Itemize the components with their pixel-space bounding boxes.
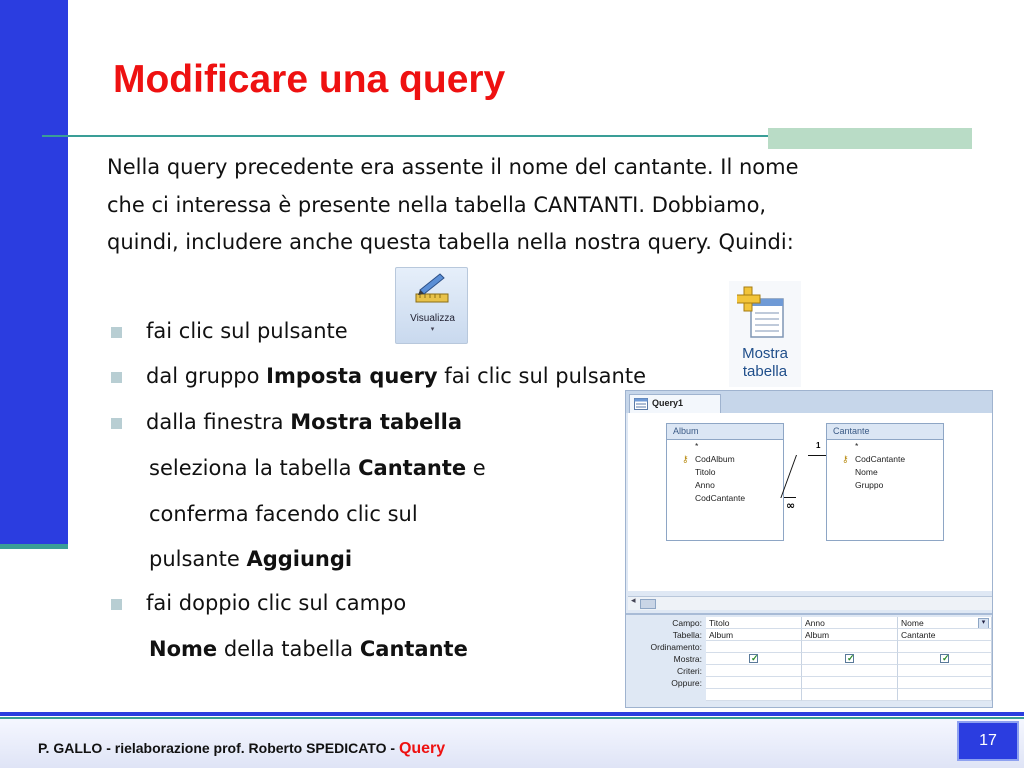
query-design-window — [625, 390, 993, 708]
bullet-4-cont-mid: della tabella — [217, 637, 360, 661]
grid-cell-campo[interactable]: Titolo — [706, 617, 802, 629]
bullet-marker — [111, 327, 122, 338]
table-field[interactable] — [827, 479, 943, 492]
relation-many-label: ∞ — [786, 499, 796, 512]
table-cantante[interactable] — [826, 423, 944, 541]
grid-cell-tabella[interactable]: Album — [802, 629, 898, 641]
bullet-2-pre: dal gruppo — [146, 364, 267, 388]
bullet-3-text — [146, 410, 462, 434]
left-accent-band — [0, 0, 68, 548]
grid-cell-tabella[interactable]: Cantante — [898, 629, 992, 641]
mostra-label-line1: Mostra — [742, 345, 788, 362]
table-field[interactable] — [827, 466, 943, 479]
checkbox-checked-icon[interactable]: ✓ — [751, 653, 759, 663]
intro-line-1: Nella query precedente era assente il nome del cantante. Il nome — [107, 155, 799, 179]
relationship-line — [808, 455, 826, 456]
grid-cell-campo[interactable] — [898, 617, 992, 629]
table-field[interactable] — [667, 466, 783, 479]
grid-cell-criteri[interactable] — [706, 665, 802, 677]
table-album-title: Album — [667, 424, 783, 440]
grid-label-mostra: Mostra: — [673, 654, 702, 664]
table-field[interactable] — [827, 440, 943, 453]
bullet-4-cont-bold-2: Cantante — [359, 637, 468, 661]
intro-line-3: quindi, includere anche questa tabella nella nostra query. Quindi: — [107, 230, 794, 254]
bullet-marker — [111, 599, 122, 610]
table-field[interactable] — [667, 492, 783, 505]
bullet-3-cont-3-bold: Aggiungi — [246, 547, 353, 571]
field-label: Nome — [855, 467, 878, 477]
bullet-2-text — [146, 364, 646, 388]
table-field[interactable] — [667, 479, 783, 492]
grid-cell-ordinamento[interactable] — [802, 641, 898, 653]
field-label: Gruppo — [855, 480, 884, 490]
key-icon: ⚷ — [842, 454, 849, 464]
table-field[interactable] — [667, 440, 783, 453]
field-label: CodAlbum — [695, 454, 735, 464]
field-label: * — [855, 441, 859, 451]
scroll-thumb[interactable] — [640, 599, 656, 609]
field-label: CodCantante — [695, 493, 746, 503]
bullet-marker — [111, 372, 122, 383]
query-tab-label: Query1 — [652, 398, 684, 408]
bullet-3-cont-3 — [149, 547, 352, 571]
footer-topic: Query — [398, 740, 446, 757]
grid-cell-empty[interactable] — [802, 689, 898, 701]
grid-cell-mostra[interactable] — [802, 653, 898, 665]
bullet-3-cont-2: conferma facendo clic sul — [149, 502, 418, 526]
relation-one-label: 1 — [816, 441, 821, 450]
scroll-left-icon[interactable]: ◂ — [631, 596, 636, 606]
grid-cell-empty[interactable] — [898, 689, 992, 701]
query-icon — [634, 398, 648, 410]
bullet-3-cont-1 — [149, 456, 486, 480]
grid-cell-mostra[interactable] — [706, 653, 802, 665]
horizontal-scrollbar[interactable] — [628, 596, 992, 610]
key-icon: ⚷ — [682, 454, 689, 464]
bullet-3-cont-1-post: e — [466, 456, 486, 480]
mostra-tabella-label — [729, 345, 801, 381]
query-design-canvas — [628, 413, 992, 591]
bullet-4-cont — [149, 637, 468, 661]
field-label: Anno — [695, 480, 715, 490]
grid-label-criteri: Criteri: — [676, 666, 702, 676]
relationship-line — [784, 497, 796, 498]
visualizza-button[interactable] — [395, 267, 468, 344]
query-tab-bar — [626, 391, 993, 413]
visualizza-label: Visualizza — [410, 313, 455, 324]
bullet-2-post: fai clic sul pulsante — [437, 364, 647, 388]
left-accent-underline — [0, 544, 68, 549]
grid-cell-tabella[interactable]: Album — [706, 629, 802, 641]
table-field[interactable] — [827, 453, 943, 466]
grid-cell-criteri[interactable] — [898, 665, 992, 677]
bullet-4-cont-bold-1: Nome — [149, 637, 218, 661]
bullet-4-text: fai doppio clic sul campo — [146, 591, 407, 615]
design-grid — [626, 613, 993, 708]
dropdown-arrow-icon: ▾ — [430, 325, 435, 333]
mostra-tabella-button[interactable] — [729, 281, 801, 387]
intro-line-2: che ci interessa è presente nella tabella CANTANTI. Dobbiamo, — [107, 193, 767, 217]
page-number: 17 — [957, 721, 1019, 761]
bullet-1-text: fai clic sul pulsante — [146, 319, 348, 343]
grid-cell-oppure[interactable] — [706, 677, 802, 689]
title-rule-block — [768, 128, 972, 149]
pencil-ruler-icon — [412, 272, 452, 312]
grid-cell-ordinamento[interactable] — [706, 641, 802, 653]
bullet-3-pre: dalla finestra — [146, 410, 291, 434]
footer-rule — [0, 712, 1024, 716]
grid-label-tabella: Tabella: — [672, 630, 702, 640]
table-album[interactable] — [666, 423, 784, 541]
grid-cell-campo-value: Nome — [901, 618, 924, 628]
grid-cell-ordinamento[interactable] — [898, 641, 992, 653]
footer-credit-text: P. GALLO - rielaborazione prof. Roberto SPEDICATO - — [38, 740, 399, 756]
slide-title: Modificare una query — [113, 58, 506, 101]
dropdown-arrow-icon[interactable]: ▾ — [978, 618, 989, 629]
table-cantante-title: Cantante — [827, 424, 943, 440]
bullet-3-cont-3-pre: pulsante — [149, 547, 247, 571]
bullet-3-cont-1-pre: seleziona la tabella — [149, 456, 359, 480]
grid-label-campo: Campo: — [672, 618, 702, 628]
grid-cell-mostra[interactable] — [898, 653, 992, 665]
bullet-3-bold: Mostra tabella — [290, 410, 462, 434]
field-label: CodCantante — [855, 454, 906, 464]
bullet-marker — [111, 418, 122, 429]
field-label: Titolo — [695, 467, 716, 477]
grid-cell-campo[interactable]: Anno — [802, 617, 898, 629]
grid-label-ordinamento: Ordinamento: — [650, 642, 702, 652]
grid-cell-oppure[interactable] — [802, 677, 898, 689]
add-table-icon — [737, 285, 791, 339]
checkbox-checked-icon[interactable]: ✓ — [847, 653, 855, 663]
grid-cell-empty[interactable] — [706, 689, 802, 701]
footer-credit — [38, 740, 445, 758]
grid-cell-criteri[interactable] — [802, 665, 898, 677]
table-field[interactable] — [667, 453, 783, 466]
mostra-label-line2: tabella — [742, 363, 788, 380]
query-tab[interactable] — [629, 394, 721, 413]
bullet-3-cont-1-bold: Cantante — [358, 456, 467, 480]
checkbox-checked-icon[interactable]: ✓ — [942, 653, 950, 663]
grid-label-oppure: Oppure: — [671, 678, 702, 688]
grid-cell-oppure[interactable] — [898, 677, 992, 689]
bullet-2-bold: Imposta query — [266, 364, 438, 388]
field-label: * — [695, 441, 699, 451]
